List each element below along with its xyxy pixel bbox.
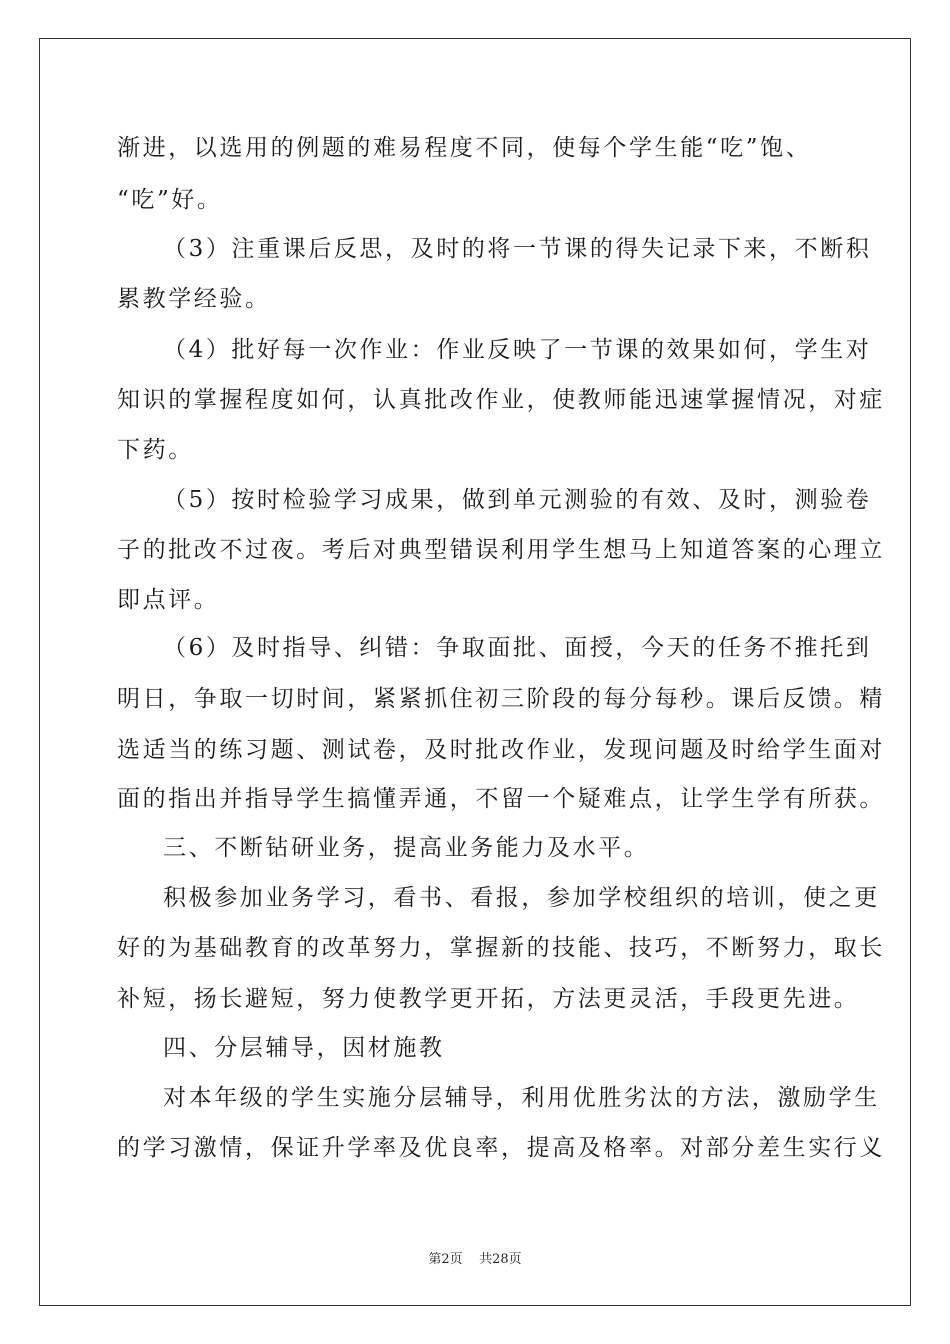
text-line: 即点评。 <box>117 587 220 613</box>
text-line: “吃”好。 <box>117 187 223 213</box>
text-line: 累教学经验。 <box>117 286 271 312</box>
text-line: 下药。 <box>117 437 194 463</box>
text-line: 好的为基础教育的改革努力，掌握新的技能、技巧，不断努力，取长 <box>117 935 885 961</box>
page-number-footer: 第2页 共28页 <box>428 1252 522 1267</box>
section-heading: 三、不断钻研业务，提高业务能力及水平。 <box>163 835 650 861</box>
paragraph-line: （6）及时指导、纠错：争取面批、面授，今天的任务不推托到 <box>163 635 872 661</box>
page-border <box>39 38 911 1306</box>
text-line: 选适当的练习题、测试卷，及时批改作业，发现问题及时给学生面对 <box>117 737 885 763</box>
paragraph-line: （4）批好每一次作业：作业反映了一节课的效果如何，学生对 <box>163 337 872 363</box>
text-line: 明日，争取一切时间，紧紧抓住初三阶段的每分每秒。课后反馈。精 <box>117 686 885 712</box>
text-line: 面的指出并指导学生搞懂弄通，不留一个疑难点，让学生学有所获。 <box>117 786 885 812</box>
text-line: 的学习激情，保证升学率及优良率，提高及格率。对部分差生实行义 <box>117 1135 885 1161</box>
text-line: 补短，扬长避短，努力使教学更开拓，方法更灵活，手段更先进。 <box>117 986 860 1012</box>
text-line: 渐进，以选用的例题的难易程度不同，使每个学生能“吃”饱、 <box>117 135 812 161</box>
text-line: 子的批改不过夜。考后对典型错误利用学生想马上知道答案的心理立 <box>117 537 885 563</box>
text-line: 知识的掌握程度如何，认真批改作业，使教师能迅速掌握情况，对症 <box>117 387 885 413</box>
paragraph-line: （3）注重课后反思，及时的将一节课的得失记录下来，不断积 <box>163 236 872 262</box>
section-heading: 四、分层辅导，因材施教 <box>163 1035 445 1061</box>
paragraph-line: （5）按时检验学习成果，做到单元测验的有效、及时，测验卷 <box>163 487 872 513</box>
paragraph-line: 对本年级的学生实施分层辅导，利用优胜劣汰的方法，激励学生 <box>163 1085 880 1111</box>
paragraph-line: 积极参加业务学习，看书、看报，参加学校组织的培训，使之更 <box>163 885 880 911</box>
